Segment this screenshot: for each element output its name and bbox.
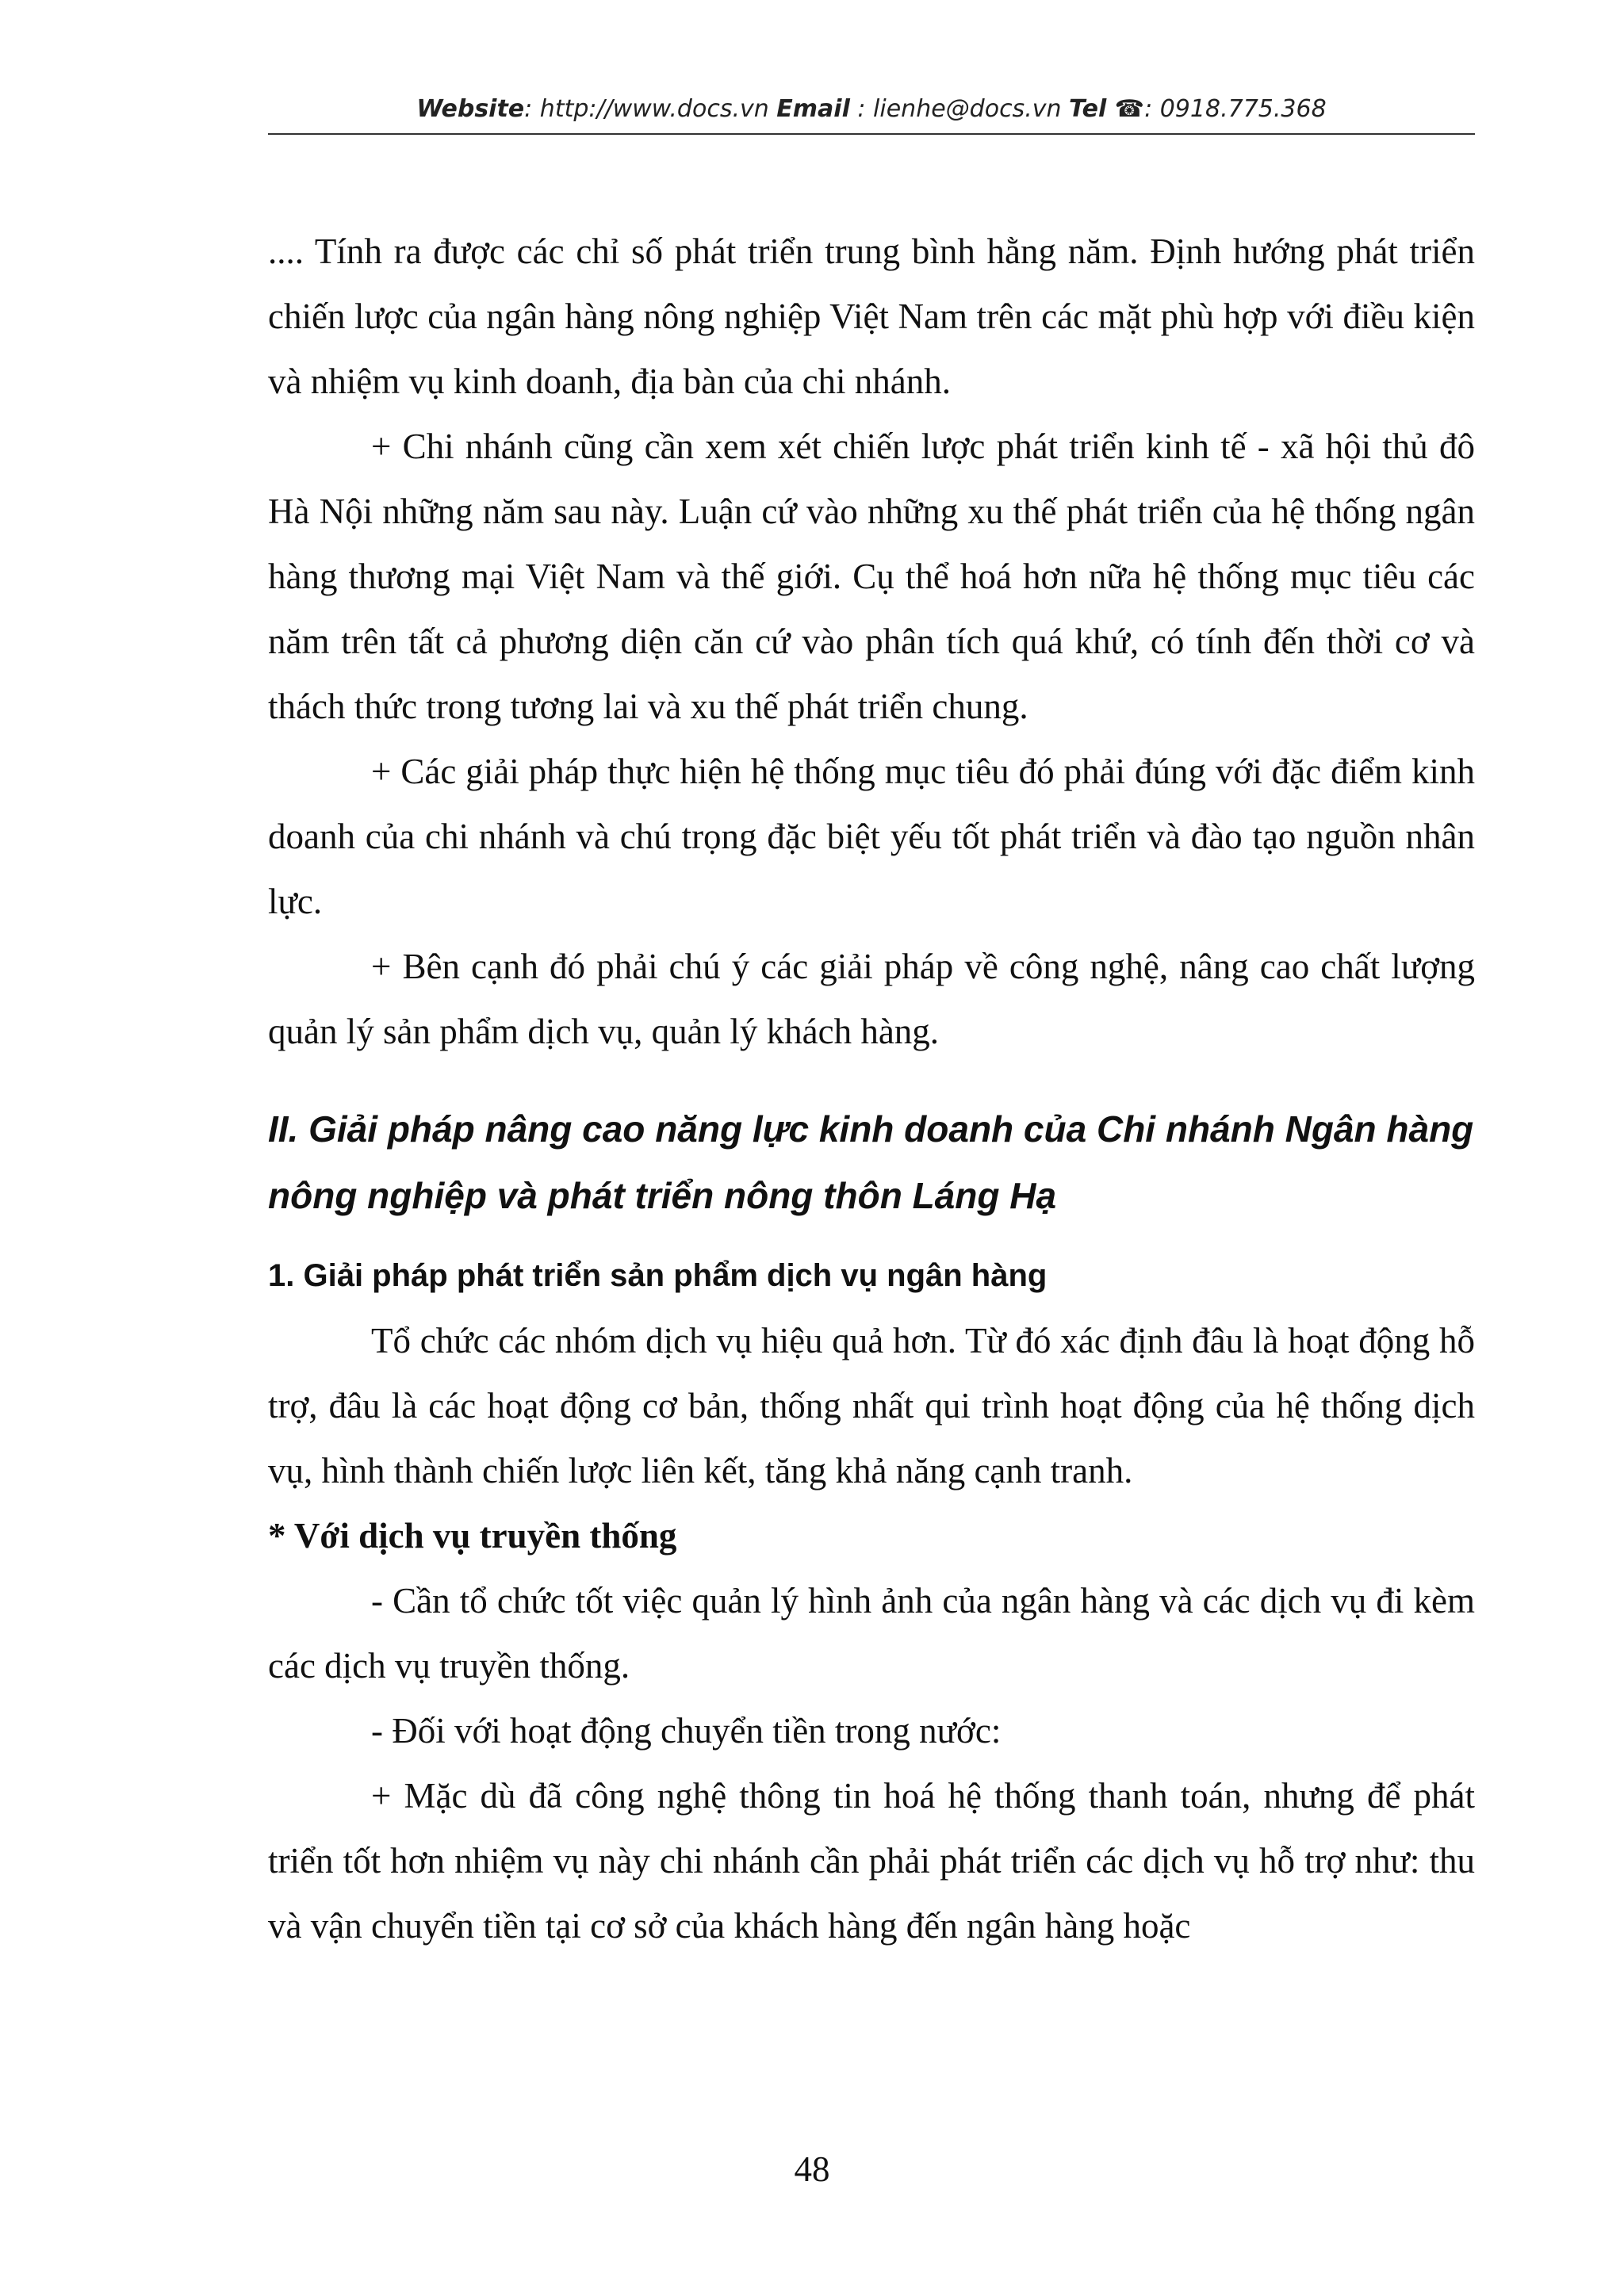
- email-value: : lienhe@docs.vn: [849, 95, 1070, 123]
- paragraph-3: + Các giải pháp thực hiện hệ thống mục tiêu đó phải đúng với đặc điểm kinh doanh của chi nhánh và chú trọng đặc biệt yếu tốt phát triển và đào tạo nguồn nhân lực.: [268, 752, 1475, 921]
- website-value: : http://www.docs.vn: [524, 95, 777, 123]
- paragraph-4: + Bên cạnh đó phải chú ý các giải pháp về công nghệ, nâng cao chất lượng quản lý sản phẩm dịch vụ, quản lý khách hàng.: [268, 947, 1475, 1051]
- bold-heading: * Với dịch vụ truyền thống: [268, 1516, 677, 1556]
- tel-label: Tel: [1069, 95, 1115, 123]
- paragraph-5: Tổ chức các nhóm dịch vụ hiệu quả hơn. Từ đó xác định đâu là hoạt động hỗ trợ, đâu là các hoạt động cơ bản, thống nhất qui trình hoạt động của hệ thống dịch vụ, hình thành chiến lược liên kết, tăng khả năng cạnh tranh.: [268, 1321, 1475, 1490]
- paragraph-1: .... Tính ra được các chỉ số phát triển trung bình hằng năm. Định hướng phát triển chiến lược của ngân hàng nông nghiệp Việt Nam trên các mặt phù hợp với điều kiện và nhiệm vụ kinh doanh, địa bàn của chi nhánh.: [268, 232, 1475, 401]
- paragraph-7: - Đối với hoạt động chuyển tiền trong nước:: [371, 1711, 1002, 1751]
- website-label: Website: [416, 95, 525, 123]
- paragraph-8: + Mặc dù đã công nghệ thông tin hoá hệ thống thanh toán, nhưng để phát triển tốt hơn nhiệm vụ này chi nhánh cần phải phát triển các dịch vụ hỗ trợ như: thu và vận chuyển tiền tại cơ sở của khách hàng đến ngân hàng hoặc: [268, 1776, 1475, 1946]
- email-label: Email: [776, 95, 850, 123]
- document-body: [268, 219, 1475, 1958]
- header-divider: [268, 133, 1475, 135]
- tel-value: : 0918.775.368: [1144, 95, 1327, 123]
- section-heading: II. Giải pháp nâng cao năng lực kinh doanh của Chi nhánh Ngân hàng nông nghiệp và phát triển nông thôn Láng Hạ: [268, 1108, 1474, 1216]
- paragraph-2: + Chi nhánh cũng cần xem xét chiến lược phát triển kinh tế - xã hội thủ đô Hà Nội những năm sau này. Luận cứ vào những xu thế phát triển của hệ thống ngân hàng thương mại Việt Nam và thế giới. Cụ thể hoá hơn nữa hệ thống mục tiêu các năm trên tất cả phương diện căn cứ vào phân tích quá khứ, có tính đến thời cơ và thách thức trong tương lai và xu thế phát triển chung.: [268, 427, 1475, 726]
- phone-icon: ☎: [1114, 95, 1145, 123]
- sub-heading: 1. Giải pháp phát triển sản phẩm dịch vụ ngân hàng: [268, 1258, 1048, 1293]
- page-header: [268, 94, 1475, 125]
- page-number: 48: [794, 2149, 830, 2189]
- paragraph-6: - Cần tổ chức tốt việc quản lý hình ảnh của ngân hàng và các dịch vụ đi kèm các dịch vụ truyền thống.: [268, 1581, 1475, 1686]
